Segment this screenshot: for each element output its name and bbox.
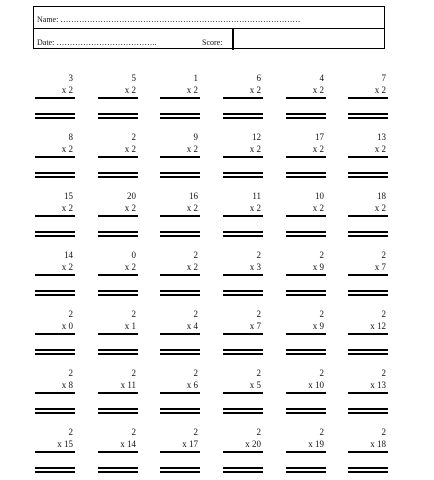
- answer-line[interactable]: [35, 113, 75, 115]
- answer-line[interactable]: [223, 290, 263, 292]
- problem-6-5: [286, 368, 326, 416]
- multiplicand: 2: [131, 427, 136, 437]
- answer-line[interactable]: [348, 349, 388, 351]
- multiplicand: 2: [319, 309, 324, 319]
- answer-line[interactable]: [98, 349, 138, 351]
- multiplier: x 10: [308, 380, 324, 390]
- answer-underline: [160, 117, 200, 119]
- multiplicand: 15: [64, 191, 73, 201]
- multiplier: x 18: [370, 439, 386, 449]
- multiplicand: 13: [377, 132, 386, 142]
- problem-rule: [348, 451, 388, 453]
- answer-underline: [35, 353, 75, 355]
- answer-underline: [98, 176, 138, 178]
- problem-rule: [286, 215, 326, 217]
- answer-underline: [160, 235, 200, 237]
- multiplier: x 2: [124, 144, 136, 154]
- multiplier: x 20: [245, 439, 261, 449]
- problem-4-6: [348, 250, 388, 298]
- problem-rule: [35, 97, 75, 99]
- answer-line[interactable]: [348, 172, 388, 174]
- answer-underline: [35, 235, 75, 237]
- answer-line[interactable]: [160, 290, 200, 292]
- multiplicand: 2: [193, 250, 198, 260]
- problem-1-6: [348, 73, 388, 121]
- answer-underline: [348, 412, 388, 414]
- answer-underline: [223, 117, 263, 119]
- problem-rule: [286, 97, 326, 99]
- problem-rule: [98, 333, 138, 335]
- problem-2-3: [160, 132, 200, 180]
- answer-line[interactable]: [98, 172, 138, 174]
- problem-rule: [160, 333, 200, 335]
- problem-rule: [98, 97, 138, 99]
- date-score-row: [34, 29, 384, 50]
- multiplier: x 2: [312, 144, 324, 154]
- score-field[interactable]: Score:: [202, 38, 223, 47]
- multiplicand: 2: [381, 250, 386, 260]
- problem-rule: [223, 97, 263, 99]
- problem-3-5: [286, 191, 326, 239]
- problem-rule: [223, 392, 263, 394]
- multiplier: x 2: [124, 262, 136, 272]
- answer-line[interactable]: [35, 172, 75, 174]
- multiplicand: 2: [256, 368, 261, 378]
- name-row: [34, 7, 384, 29]
- multiplier: x 6: [186, 380, 198, 390]
- problem-rule: [286, 156, 326, 158]
- problem-rule: [98, 274, 138, 276]
- answer-underline: [223, 471, 263, 473]
- problem-rule: [348, 274, 388, 276]
- multiplier: x 7: [374, 262, 386, 272]
- multiplicand: 7: [381, 73, 386, 83]
- problem-4-1: [35, 250, 75, 298]
- answer-underline: [98, 412, 138, 414]
- multiplier: x 2: [249, 144, 261, 154]
- problem-4-3: [160, 250, 200, 298]
- answer-underline: [160, 412, 200, 414]
- multiplier: x 2: [249, 85, 261, 95]
- problem-rule: [286, 333, 326, 335]
- answer-underline: [348, 294, 388, 296]
- multiplicand: 2: [256, 250, 261, 260]
- answer-line[interactable]: [286, 467, 326, 469]
- problem-5-4: [223, 309, 263, 357]
- multiplier: x 2: [312, 85, 324, 95]
- answer-underline: [35, 471, 75, 473]
- problem-rule: [35, 333, 75, 335]
- multiplicand: 12: [252, 132, 261, 142]
- multiplicand: 2: [131, 309, 136, 319]
- multiplier: x 9: [312, 321, 324, 331]
- multiplier: x 2: [124, 85, 136, 95]
- answer-line[interactable]: [223, 467, 263, 469]
- answer-underline: [348, 353, 388, 355]
- problem-rule: [160, 392, 200, 394]
- answer-underline: [98, 353, 138, 355]
- problem-rule: [160, 274, 200, 276]
- answer-underline: [223, 412, 263, 414]
- problem-4-4: [223, 250, 263, 298]
- problem-rule: [98, 451, 138, 453]
- problem-7-3: [160, 427, 200, 475]
- answer-line[interactable]: [348, 290, 388, 292]
- multiplicand: 5: [131, 73, 136, 83]
- multiplicand: 17: [315, 132, 324, 142]
- answer-underline: [286, 412, 326, 414]
- multiplicand: 18: [377, 191, 386, 201]
- multiplicand: 2: [319, 368, 324, 378]
- problem-6-1: [35, 368, 75, 416]
- multiplier: x 11: [120, 380, 136, 390]
- multiplier: x 2: [374, 85, 386, 95]
- problem-7-2: [98, 427, 138, 475]
- multiplier: x 2: [312, 203, 324, 213]
- problem-rule: [223, 274, 263, 276]
- problem-rule: [35, 451, 75, 453]
- problem-4-5: [286, 250, 326, 298]
- problem-2-6: [348, 132, 388, 180]
- problem-rule: [286, 392, 326, 394]
- problem-4-2: [98, 250, 138, 298]
- answer-line[interactable]: [98, 113, 138, 115]
- multiplicand: 2: [256, 427, 261, 437]
- answer-line[interactable]: [160, 113, 200, 115]
- multiplier: x 2: [124, 203, 136, 213]
- answer-line[interactable]: [160, 349, 200, 351]
- problem-rule: [35, 392, 75, 394]
- problem-rule: [223, 215, 263, 217]
- answer-line[interactable]: [223, 349, 263, 351]
- problem-7-4: [223, 427, 263, 475]
- answer-underline: [98, 294, 138, 296]
- answer-line[interactable]: [160, 231, 200, 233]
- multiplier: x 8: [61, 380, 73, 390]
- problem-rule: [98, 156, 138, 158]
- multiplicand: 6: [256, 73, 261, 83]
- answer-underline: [348, 176, 388, 178]
- multiplier: x 4: [186, 321, 198, 331]
- problem-rule: [223, 156, 263, 158]
- multiplier: x 2: [186, 85, 198, 95]
- problem-1-1: [35, 73, 75, 121]
- answer-underline: [348, 471, 388, 473]
- multiplier: x 2: [61, 85, 73, 95]
- problem-5-6: [348, 309, 388, 357]
- multiplicand: 4: [319, 73, 324, 83]
- problem-5-1: [35, 309, 75, 357]
- answer-line[interactable]: [286, 408, 326, 410]
- header-divider: [232, 29, 234, 50]
- multiplier: x 2: [249, 203, 261, 213]
- multiplicand: 2: [68, 368, 73, 378]
- multiplier: x 5: [249, 380, 261, 390]
- answer-underline: [223, 294, 263, 296]
- problem-rule: [35, 215, 75, 217]
- problem-rule: [286, 451, 326, 453]
- problem-rule: [98, 392, 138, 394]
- answer-line[interactable]: [35, 349, 75, 351]
- problem-2-1: [35, 132, 75, 180]
- date-field[interactable]: Date: ………………………………..: [37, 38, 157, 47]
- answer-line[interactable]: [286, 231, 326, 233]
- multiplicand: 2: [131, 132, 136, 142]
- answer-line[interactable]: [98, 231, 138, 233]
- multiplicand: 2: [68, 427, 73, 437]
- multiplier: x 0: [61, 321, 73, 331]
- problem-rule: [348, 392, 388, 394]
- answer-underline: [223, 176, 263, 178]
- answer-underline: [286, 117, 326, 119]
- multiplicand: 8: [68, 132, 73, 142]
- multiplicand: 2: [319, 250, 324, 260]
- problem-rule: [223, 333, 263, 335]
- multiplicand: 2: [381, 368, 386, 378]
- multiplier: x 2: [374, 203, 386, 213]
- answer-line[interactable]: [223, 408, 263, 410]
- multiplier: x 12: [370, 321, 386, 331]
- answer-line[interactable]: [348, 467, 388, 469]
- multiplicand: 2: [381, 309, 386, 319]
- answer-underline: [35, 176, 75, 178]
- multiplicand: 9: [193, 132, 198, 142]
- answer-line[interactable]: [348, 408, 388, 410]
- multiplier: x 2: [61, 144, 73, 154]
- problem-1-5: [286, 73, 326, 121]
- multiplier: x 2: [186, 144, 198, 154]
- multiplicand: 2: [319, 427, 324, 437]
- answer-line[interactable]: [286, 290, 326, 292]
- multiplier: x 19: [308, 439, 324, 449]
- problem-rule: [35, 156, 75, 158]
- multiplier: x 2: [61, 262, 73, 272]
- answer-underline: [160, 471, 200, 473]
- problem-rule: [348, 333, 388, 335]
- problem-3-3: [160, 191, 200, 239]
- problem-3-1: [35, 191, 75, 239]
- multiplicand: 20: [127, 191, 136, 201]
- problem-rule: [160, 97, 200, 99]
- problem-1-2: [98, 73, 138, 121]
- answer-underline: [286, 235, 326, 237]
- answer-line[interactable]: [160, 172, 200, 174]
- answer-line[interactable]: [98, 290, 138, 292]
- problem-7-1: [35, 427, 75, 475]
- answer-line[interactable]: [160, 408, 200, 410]
- answer-line[interactable]: [35, 467, 75, 469]
- multiplier: x 2: [61, 203, 73, 213]
- answer-underline: [160, 176, 200, 178]
- problem-1-3: [160, 73, 200, 121]
- answer-line[interactable]: [286, 113, 326, 115]
- problem-rule: [160, 451, 200, 453]
- problem-rule: [160, 156, 200, 158]
- problem-3-4: [223, 191, 263, 239]
- multiplicand: 2: [193, 427, 198, 437]
- answer-line[interactable]: [35, 408, 75, 410]
- multiplicand: 0: [131, 250, 136, 260]
- multiplier: x 13: [370, 380, 386, 390]
- multiplier: x 1: [124, 321, 136, 331]
- problem-2-2: [98, 132, 138, 180]
- answer-line[interactable]: [348, 231, 388, 233]
- multiplicand: 2: [381, 427, 386, 437]
- answer-underline: [286, 471, 326, 473]
- problem-6-4: [223, 368, 263, 416]
- answer-underline: [160, 353, 200, 355]
- name-field[interactable]: Name: ………………………………………………………………………………: [37, 15, 301, 24]
- multiplicand: 2: [131, 368, 136, 378]
- problem-rule: [348, 97, 388, 99]
- answer-line[interactable]: [98, 467, 138, 469]
- answer-underline: [98, 235, 138, 237]
- multiplier: x 2: [374, 144, 386, 154]
- answer-underline: [223, 235, 263, 237]
- multiplier: x 2: [186, 203, 198, 213]
- answer-line[interactable]: [286, 349, 326, 351]
- answer-underline: [98, 471, 138, 473]
- answer-line[interactable]: [35, 290, 75, 292]
- multiplier: x 2: [186, 262, 198, 272]
- problem-7-6: [348, 427, 388, 475]
- answer-underline: [286, 294, 326, 296]
- answer-line[interactable]: [286, 172, 326, 174]
- problem-5-2: [98, 309, 138, 357]
- answer-underline: [160, 294, 200, 296]
- problem-6-3: [160, 368, 200, 416]
- answer-underline: [35, 294, 75, 296]
- problem-3-2: [98, 191, 138, 239]
- answer-underline: [286, 176, 326, 178]
- multiplier: x 9: [312, 262, 324, 272]
- answer-line[interactable]: [223, 172, 263, 174]
- multiplicand: 2: [193, 368, 198, 378]
- answer-line[interactable]: [223, 231, 263, 233]
- multiplicand: 11: [252, 191, 261, 201]
- multiplier: x 7: [249, 321, 261, 331]
- multiplier: x 15: [57, 439, 73, 449]
- answer-underline: [98, 117, 138, 119]
- answer-underline: [223, 353, 263, 355]
- problem-rule: [348, 156, 388, 158]
- problem-1-4: [223, 73, 263, 121]
- problem-7-5: [286, 427, 326, 475]
- problem-rule: [160, 215, 200, 217]
- answer-underline: [35, 412, 75, 414]
- multiplicand: 3: [68, 73, 73, 83]
- answer-underline: [286, 353, 326, 355]
- problem-5-3: [160, 309, 200, 357]
- multiplicand: 10: [315, 191, 324, 201]
- problem-rule: [286, 274, 326, 276]
- answer-underline: [348, 117, 388, 119]
- problem-3-6: [348, 191, 388, 239]
- multiplicand: 2: [193, 309, 198, 319]
- answer-line[interactable]: [160, 467, 200, 469]
- problem-rule: [348, 215, 388, 217]
- problem-2-4: [223, 132, 263, 180]
- problem-rule: [223, 451, 263, 453]
- answer-line[interactable]: [223, 113, 263, 115]
- multiplier: x 17: [182, 439, 198, 449]
- answer-underline: [348, 235, 388, 237]
- header-box: [33, 6, 385, 49]
- answer-line[interactable]: [98, 408, 138, 410]
- problem-6-2: [98, 368, 138, 416]
- multiplicand: 16: [189, 191, 198, 201]
- problem-rule: [98, 215, 138, 217]
- answer-line[interactable]: [348, 113, 388, 115]
- multiplier: x 14: [120, 439, 136, 449]
- multiplicand: 1: [193, 73, 198, 83]
- multiplicand: 2: [68, 309, 73, 319]
- multiplicand: 14: [64, 250, 73, 260]
- problem-2-5: [286, 132, 326, 180]
- problem-6-6: [348, 368, 388, 416]
- answer-line[interactable]: [35, 231, 75, 233]
- problem-5-5: [286, 309, 326, 357]
- answer-underline: [35, 117, 75, 119]
- multiplicand: 2: [256, 309, 261, 319]
- problem-rule: [35, 274, 75, 276]
- multiplier: x 3: [249, 262, 261, 272]
